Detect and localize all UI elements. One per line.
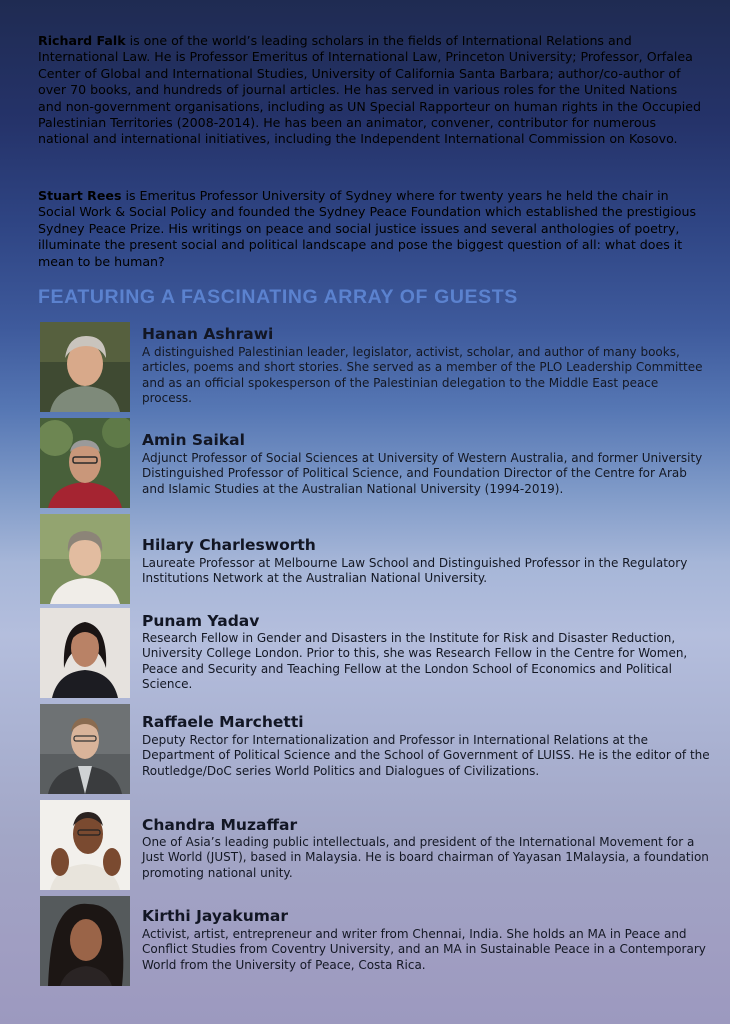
guest-entry <box>40 608 712 700</box>
guest-entry <box>40 704 712 796</box>
guest-bio: Deputy Rector for Internationalization and Professor in International Relations at the Department of Political Science and the School of Government of LUISS. He is the editor of the Routledge/DoC series World Politics and Dialogues of Civilizations. <box>142 733 710 778</box>
guest-entry <box>40 800 712 892</box>
guest-entry <box>40 896 712 988</box>
guest-name: Raffaele Marchetti <box>142 713 304 731</box>
guest-name: Kirthi Jayakumar <box>142 907 289 925</box>
guest-entry <box>40 418 712 510</box>
guest-photo <box>40 800 130 890</box>
guest-entry <box>40 514 712 606</box>
intro-text: is Emeritus Professor University of Sydney where for twenty years he held the chair in Social Work & Social Policy and founded the Sydney Peace Foundation which established the prestigious Sydney Peace Prize. His writings on peace and social justice issues and several anthologies of poetry, illuminate the present social and political landscape and pose the biggest question of all: what does it mean to be human? <box>38 188 697 269</box>
intro-name: Stuart Rees <box>38 188 122 203</box>
guest-name: Punam Yadav <box>142 612 260 630</box>
guest-photo <box>40 418 130 508</box>
guest-name: Amin Saikal <box>142 431 245 449</box>
guest-photo <box>40 896 130 986</box>
intro-paragraph-falk <box>38 33 704 148</box>
guest-bio: Adjunct Professor of Social Sciences at University of Western Australia, and former University Distinguished Professor of Political Science, and Foundation Director of the Centre for Arab and Islamic Studies at the Australian National University (1994-2019). <box>142 451 703 496</box>
section-heading: FEATURING A FASCINATING ARRAY OF GUESTS <box>38 286 518 308</box>
guest-bio: Activist, artist, entrepreneur and writer from Chennai, India. She holds an MA in Peace and Conflict Studies from Coventry University, and an MA in Sustainable Peace in a Contemporary World from the University of Peace, Costa Rica. <box>142 927 706 972</box>
intro-paragraph-rees <box>38 188 704 270</box>
guest-photo <box>40 322 130 412</box>
guest-bio: One of Asia’s leading public intellectuals, and president of the International Movement for a Just World (JUST), based in Malaysia. He is board chairman of Yayasan 1Malaysia, a foundation promoting national unity. <box>142 835 709 880</box>
intro-name: Richard Falk <box>38 33 126 48</box>
guest-name: Hilary Charlesworth <box>142 536 316 554</box>
guest-bio: A distinguished Palestinian leader, legislator, activist, scholar, and author of many books, articles, poems and short stories. She served as a member of the PLO Leadership Committee and as an official spokesperson of the Palestinian delegation to the Middle East peace process. <box>142 345 703 406</box>
guest-photo <box>40 608 130 698</box>
guest-photo <box>40 514 130 604</box>
guest-bio: Laureate Professor at Melbourne Law School and Distinguished Professor in the Regulatory Institutions Network at the Australian National University. <box>142 556 688 586</box>
guest-bio: Research Fellow in Gender and Disasters in the Institute for Risk and Disaster Reduction, University College London. Prior to this, she was Research Fellow in the Centre for Women, Peace and Security and Teaching Fellow at the London School of Economics and Political Science. <box>142 631 688 692</box>
guest-entry <box>40 322 712 414</box>
guest-name: Hanan Ashrawi <box>142 325 274 343</box>
intro-text: is one of the world’s leading scholars in the fields of International Relations and International Law. He is Professor Emeritus of International Law, Princeton University; Professor, Orfalea Center of Global and International Studies, University of California Santa Barbara; author/co-author of over 70 books, and hundreds of journal articles. He has served in various roles for the United Nations and non-government organisations, including as UN Special Rapporteur on human rights in the Occupied Palestinian Territories (2008-2014). He has been an animator, convener, contributor for numerous national and international initiatives, including the Independent International Commission on Kosovo. <box>38 33 701 147</box>
guest-photo <box>40 704 130 794</box>
guest-name: Chandra Muzaffar <box>142 816 298 834</box>
